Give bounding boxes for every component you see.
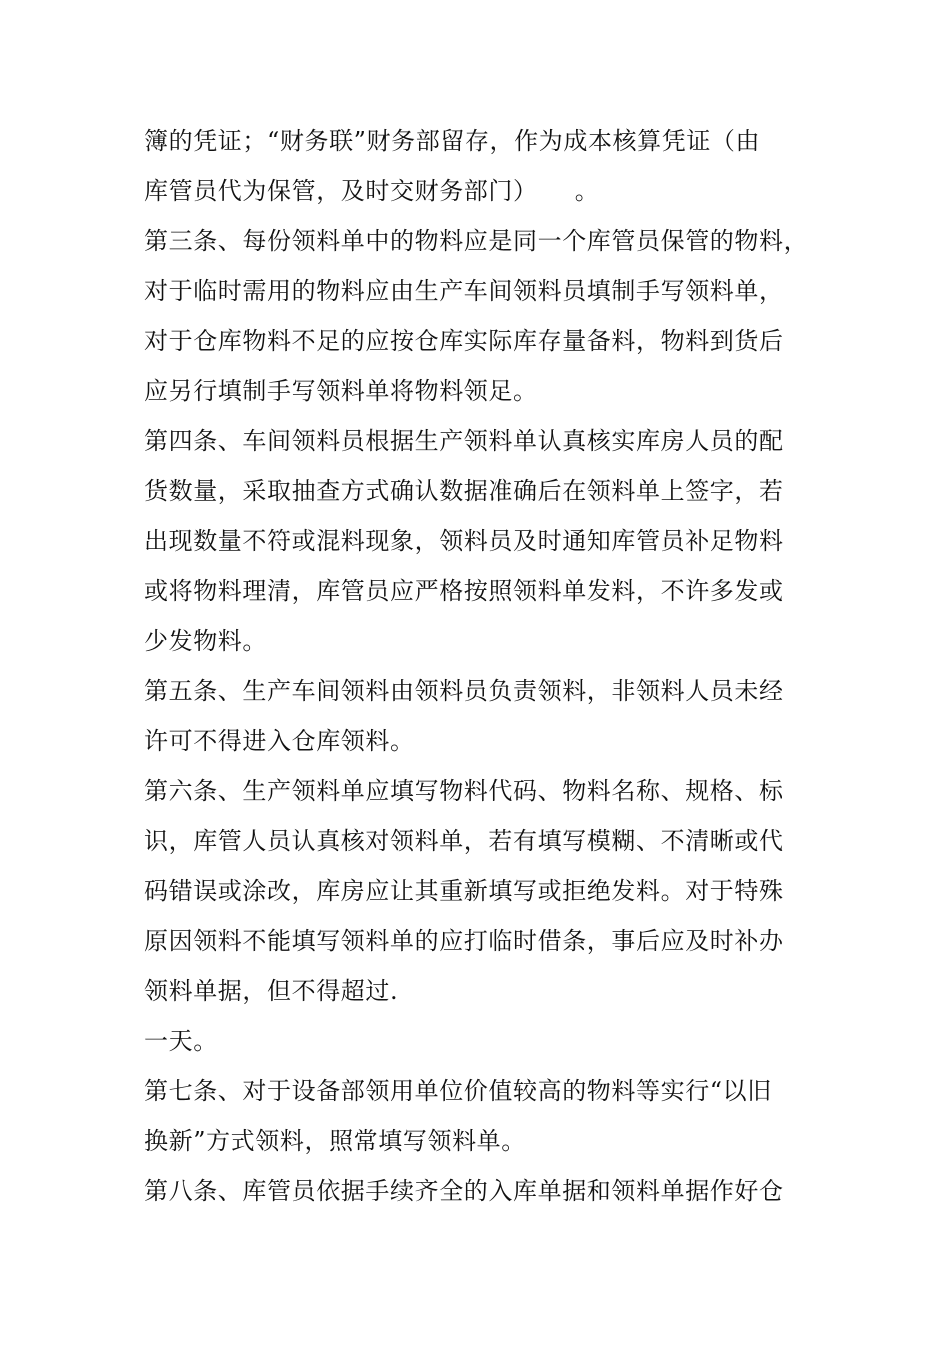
text-line: 第七条、对于设备部领用单位价值较高的物料等实行“以旧 bbox=[144, 1077, 772, 1105]
text-line: 领料单据，但不得超过. bbox=[144, 977, 399, 1005]
text-line: 换新”方式领料，照常填写领料单。 bbox=[144, 1127, 526, 1155]
text-line: 码错误或涂改，库房应让其重新填写或拒绝发料。对于特殊 bbox=[144, 877, 784, 905]
text-line: 一天。 bbox=[144, 1027, 218, 1055]
text-line: 第四条、车间领料员根据生产领料单认真核实库房人员的配 bbox=[144, 427, 784, 455]
text-line: 识，库管人员认真核对领料单，若有填写模糊、不清晰或代 bbox=[144, 827, 784, 855]
text-line: 第五条、生产车间领料由领料员负责领料，非领料人员未经 bbox=[144, 677, 784, 705]
text-line: 第六条、生产领料单应填写物料代码、物料名称、规格、标 bbox=[144, 777, 784, 805]
text-line: 货数量，采取抽查方式确认数据准确后在领料单上签字，若 bbox=[144, 477, 784, 505]
text-line: 第八条、库管员依据手续齐全的入库单据和领料单据作好仓 bbox=[144, 1177, 784, 1205]
text-line: 或将物料理清，库管员应严格按照领料单发料，不许多发或 bbox=[144, 577, 784, 605]
text-line: 应另行填制手写领料单将物料领足。 bbox=[144, 377, 538, 405]
text-line: 原因领料不能填写领料单的应打临时借条，事后应及时补办 bbox=[144, 927, 784, 955]
text-line: 对于临时需用的物料应由生产车间领料员填制手写领料单， bbox=[144, 277, 784, 305]
text-line: 对于仓库物料不足的应按仓库实际库存量备料，物料到货后 bbox=[144, 327, 784, 355]
text-line: 库管员代为保管，及时交财务部门） 。 bbox=[144, 177, 600, 205]
text-line: 簿的凭证；“财务联”财务部留存，作为成本核算凭证（由 bbox=[144, 127, 761, 155]
text-line: 少发物料。 bbox=[144, 627, 267, 655]
text-line: 许可不得进入仓库领料。 bbox=[144, 727, 415, 755]
text-line: 出现数量不符或混料现象，领料员及时通知库管员补足物料 bbox=[144, 527, 784, 555]
text-line: 第三条、每份领料单中的物料应是同一个库管员保管的物料， bbox=[144, 227, 809, 255]
